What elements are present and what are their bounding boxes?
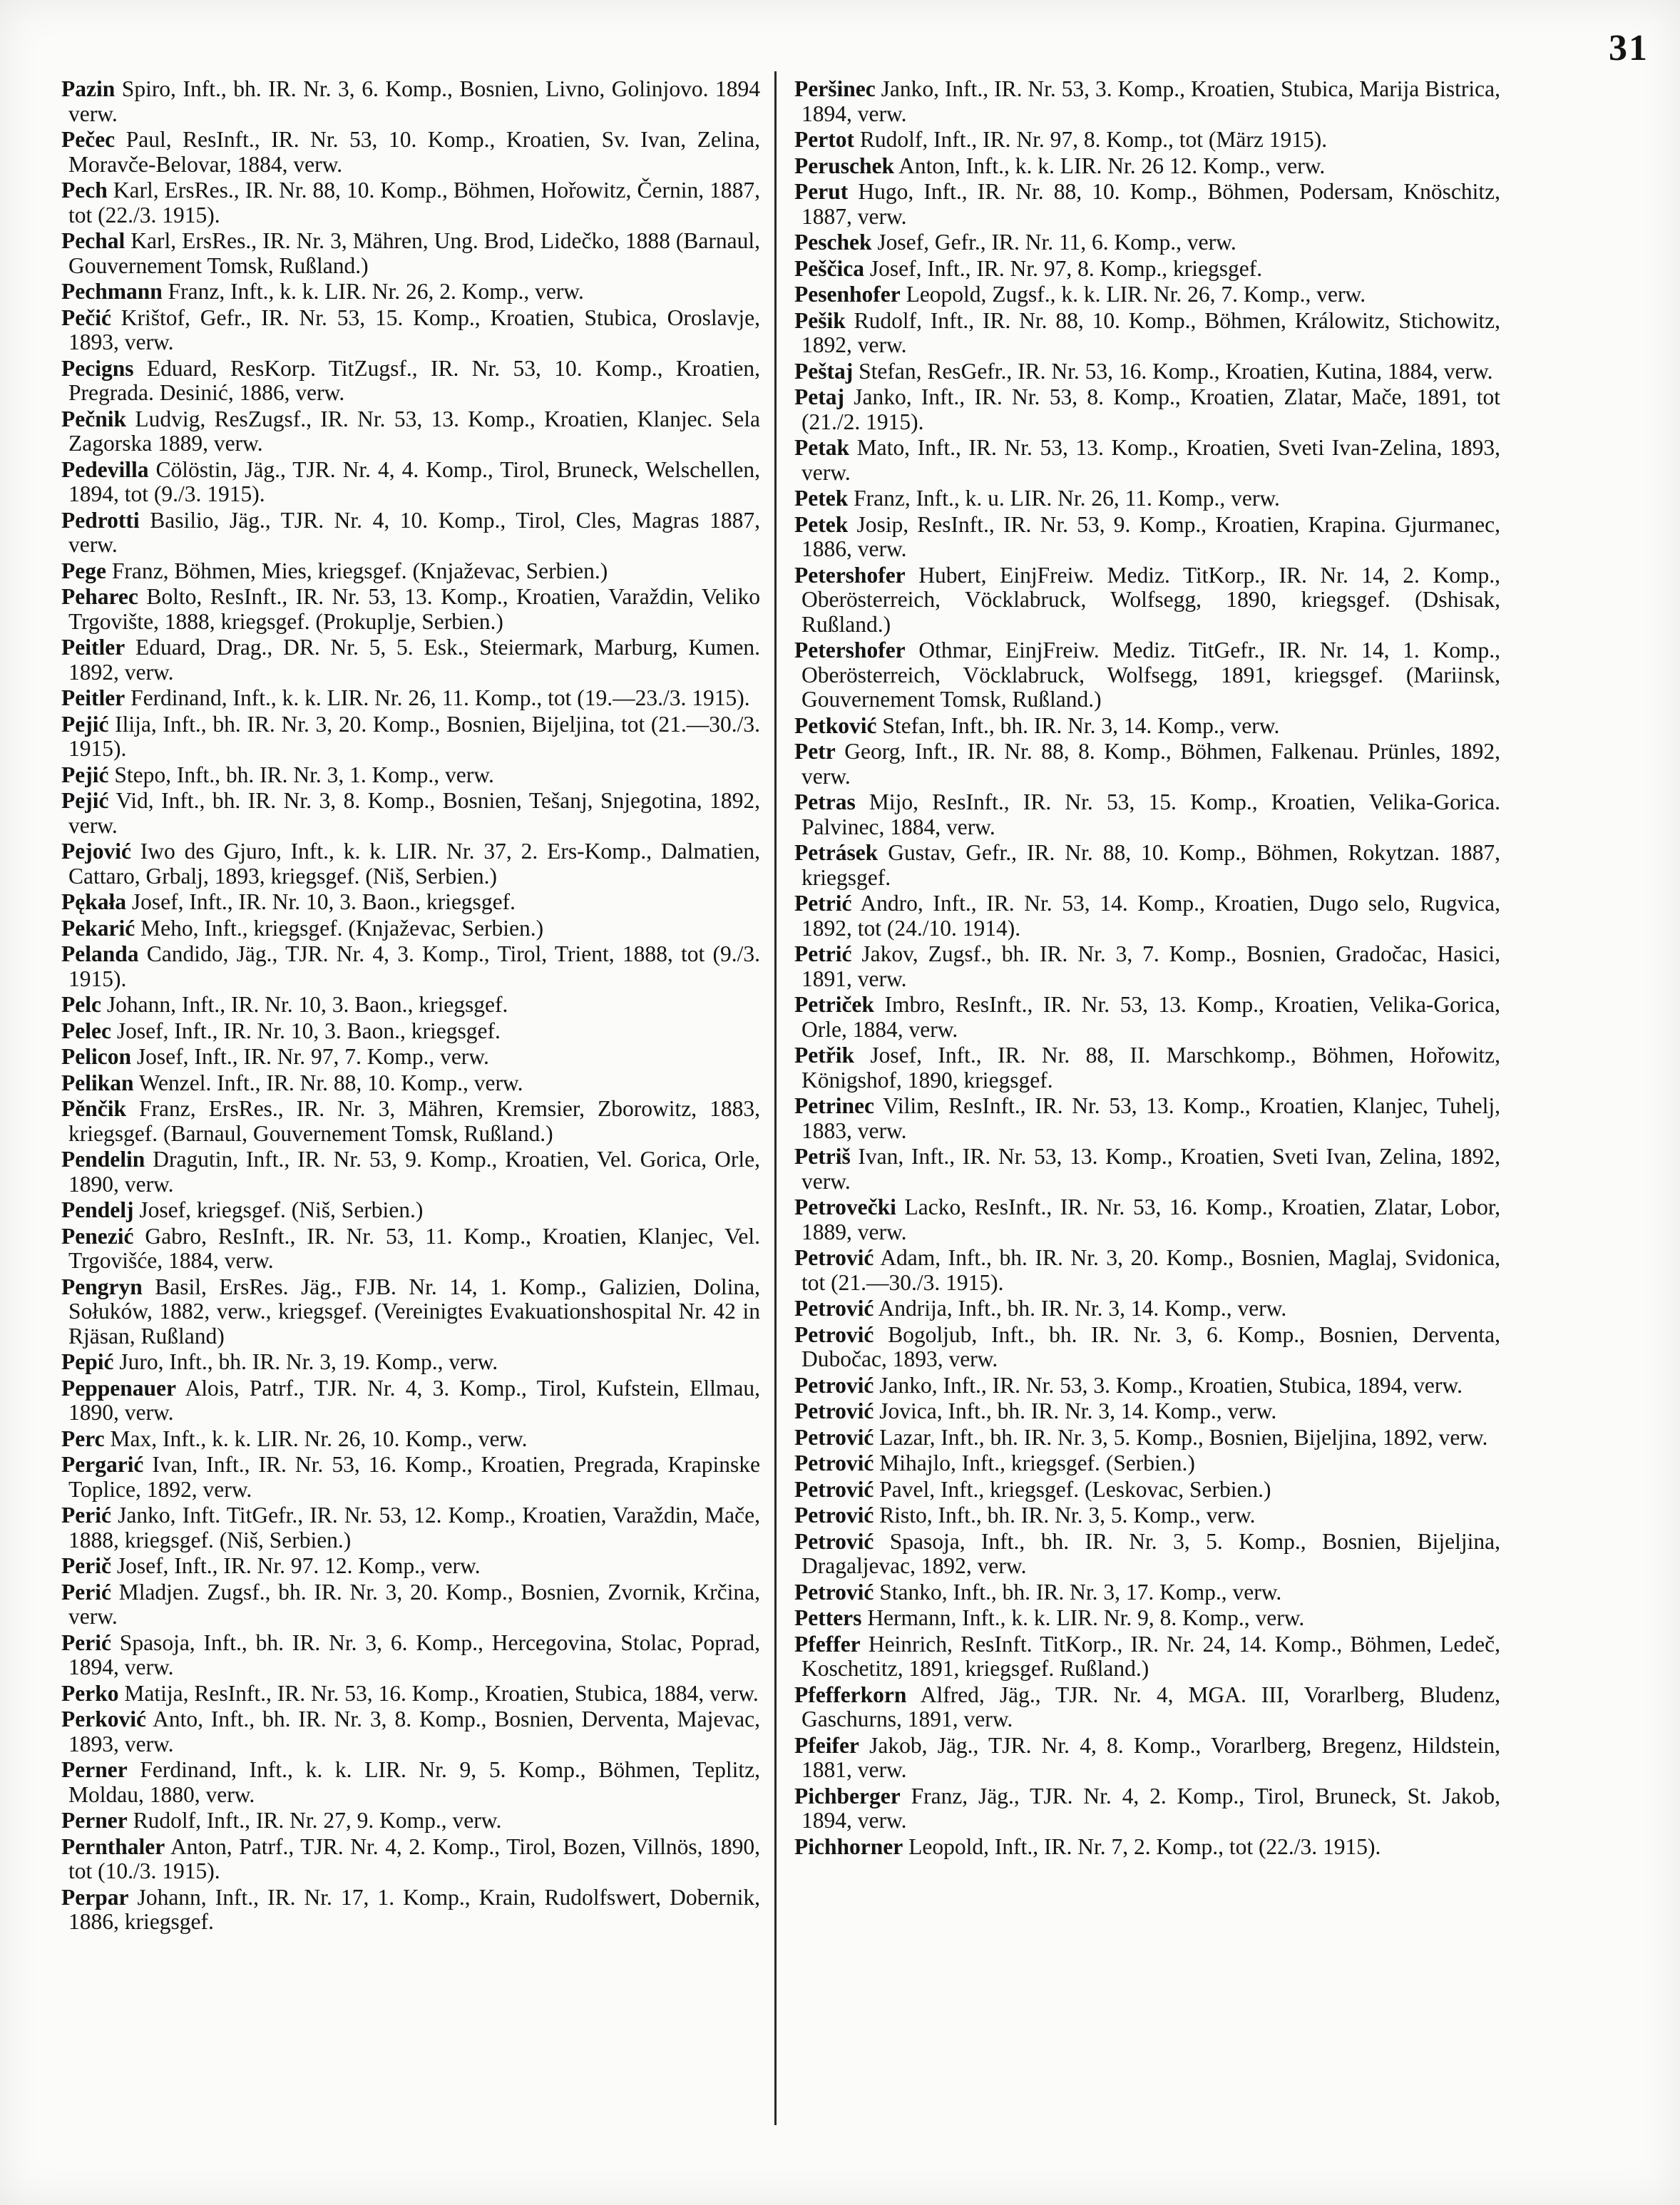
- entry-details: Josef, Gefr., IR. Nr. 11, 6. Komp., verw.: [871, 230, 1236, 255]
- register-entry: [794, 385, 1500, 434]
- entry-surname: Pengryn: [61, 1274, 143, 1299]
- entry-surname: Petrásek: [794, 840, 879, 865]
- register-entry: [61, 1350, 760, 1375]
- entry-details: Lazar, Inft., bh. IR. Nr. 3, 5. Komp., Bosnien, Bijeljina, 1892, verw.: [874, 1424, 1488, 1450]
- entry-surname: Penezić: [61, 1223, 134, 1249]
- register-entry: [794, 1784, 1500, 1833]
- entry-surname: Petrović: [794, 1528, 874, 1554]
- entry-surname: Peharec: [61, 584, 138, 609]
- entry-surname: Pege: [61, 558, 106, 583]
- register-entry: [794, 1195, 1500, 1244]
- entry-surname: Pechmann: [61, 279, 163, 304]
- entry-surname: Pękała: [61, 889, 126, 914]
- entry-details: Andro, Inft., IR. Nr. 53, 14. Komp., Kroatien, Dugo selo, Rugvica, 1892, tot (24./10. 1914).: [801, 891, 1500, 941]
- register-entry: [61, 890, 760, 915]
- register-entry: [794, 1683, 1500, 1732]
- entry-surname: Petak: [794, 435, 849, 460]
- entry-details: Ferdinand, Inft., k. k. LIR. Nr. 9, 5. Komp., Böhmen, Teplitz, Moldau, 1880, verw.: [68, 1757, 760, 1807]
- register-entry: [794, 128, 1500, 153]
- entry-details: Rudolf, Inft., IR. Nr. 88, 10. Komp., Böhmen, Králowitz, Stichowitz, 1892, verw.: [801, 307, 1500, 357]
- register-entry: [61, 1835, 760, 1884]
- register-entry: [61, 128, 760, 177]
- entry-surname: Petrovečki: [794, 1194, 896, 1219]
- register-entry: [794, 1426, 1500, 1451]
- entry-surname: Pendelj: [61, 1197, 134, 1222]
- register-entry: [61, 1580, 760, 1630]
- register-entry: [61, 1045, 760, 1070]
- entry-surname: Pech: [61, 178, 108, 203]
- entry-surname: Pekarić: [61, 915, 135, 941]
- register-entry: [794, 790, 1500, 839]
- entry-details: Stepo, Inft., bh. IR. Nr. 3, 1. Komp., verw.: [108, 762, 494, 787]
- register-entry: [794, 1606, 1500, 1631]
- entry-details: Mladjen. Zugsf., bh. IR. Nr. 3, 20. Komp., Bosnien, Zvornik, Krčina, verw.: [68, 1579, 760, 1629]
- entry-surname: Peschek: [794, 230, 872, 255]
- entry-surname: Pecigns: [61, 355, 134, 381]
- register-entry: [61, 1097, 760, 1146]
- entry-details: Mijo, ResInft., IR. Nr. 53, 15. Komp., Kroatien, Velika-Gorica. Palvinec, 1884, verw.: [801, 789, 1500, 839]
- register-entry: [61, 1758, 760, 1807]
- register-entry: [794, 309, 1500, 358]
- entry-surname: Pečnik: [61, 406, 126, 431]
- register-entry: [61, 1427, 760, 1452]
- register-entry: [61, 407, 760, 456]
- entry-surname: Pichberger: [794, 1783, 901, 1808]
- entry-surname: Petras: [794, 789, 856, 814]
- entry-details: Dragutin, Inft., IR. Nr. 53, 9. Komp., Kroatien, Vel. Gorica, Orle, 1890, verw.: [68, 1147, 760, 1197]
- register-entry: [794, 1451, 1500, 1476]
- entry-surname: Pejić: [61, 762, 109, 787]
- entry-surname: Pfeifer: [794, 1732, 859, 1758]
- entry-details: Stanko, Inft., bh. IR. Nr. 3, 17. Komp., verw.: [874, 1579, 1282, 1605]
- entry-details: Spasoja, Inft., bh. IR. Nr. 3, 5. Komp., Bosnien, Bijeljina, Dragaljevac, 1892, verw.: [801, 1528, 1500, 1578]
- entry-surname: Pěnčik: [61, 1096, 126, 1121]
- entry-details: Leopold, Inft., IR. Nr. 7, 2. Komp., tot (22./3. 1915).: [903, 1833, 1381, 1859]
- entry-details: Franz, Inft., k. u. LIR. Nr. 26, 11. Komp., verw.: [848, 486, 1280, 511]
- right-column: [794, 77, 1500, 1861]
- entry-details: Johann, Inft., IR. Nr. 17, 1. Komp., Krain, Rudolfswert, Dobernik, 1886, kriegsgef.: [68, 1884, 760, 1934]
- entry-details: Lacko, ResInft., IR. Nr. 53, 16. Komp., Kroatien, Zlatar, Lobor, 1889, verw.: [801, 1194, 1500, 1244]
- entry-details: Jakob, Jäg., TJR. Nr. 4, 8. Komp., Vorarlberg, Bregenz, Hildstein, 1881, verw.: [801, 1732, 1500, 1782]
- entry-surname: Petrović: [794, 1372, 874, 1398]
- entry-surname: Petters: [794, 1605, 862, 1630]
- register-entry: [61, 585, 760, 634]
- register-entry: [61, 942, 760, 991]
- entry-surname: Pejović: [61, 839, 131, 864]
- entry-details: Hugo, Inft., IR. Nr. 88, 10. Komp., Böhmen, Podersam, Knöschitz, 1887, verw.: [801, 179, 1500, 229]
- entry-details: Eduard, Drag., DR. Nr. 5, 5. Esk., Steiermark, Marburg, Kumen. 1892, verw.: [68, 635, 760, 685]
- entry-surname: Perpar: [61, 1884, 129, 1910]
- entry-surname: Petrović: [794, 1398, 874, 1423]
- entry-details: Janko, Inft. TitGefr., IR. Nr. 53, 12. Komp., Kroatien, Varaždin, Mače, 1888, kriegsgef. (Niš, Serbien.): [68, 1503, 760, 1552]
- entry-surname: Pichhorner: [794, 1833, 903, 1859]
- register-entry: [794, 1835, 1500, 1860]
- entry-details: Ferdinand, Inft., k. k. LIR. Nr. 26, 11. Komp., tot (19.—23./3. 1915).: [125, 685, 750, 710]
- entry-details: Basilio, Jäg., TJR. Nr. 4, 10. Komp., Tirol, Cles, Magras 1887, verw.: [68, 507, 760, 557]
- entry-details: Hubert, EinjFreiw. Mediz. TitKorp., IR. Nr. 14, 2. Komp., Oberösterreich, Vöcklabruck, Wolfsegg, 1890, kriegsgef. (Dshisak, Rußland.): [801, 562, 1500, 637]
- entry-surname: Petrović: [794, 1476, 874, 1502]
- entry-surname: Petershofer: [794, 562, 906, 588]
- entry-surname: Perko: [61, 1680, 119, 1706]
- entry-details: Josef, Inft., IR. Nr. 10, 3. Baon., kriegsgef.: [111, 1018, 501, 1043]
- entry-surname: Petrović: [794, 1296, 874, 1321]
- register-entry: [794, 359, 1500, 384]
- register-entry: [794, 1734, 1500, 1783]
- entry-details: Josef, kriegsgef. (Niš, Serbien.): [133, 1197, 424, 1222]
- entry-surname: Pechal: [61, 228, 126, 253]
- entry-details: Hermann, Inft., k. k. LIR. Nr. 9, 8. Komp., verw.: [861, 1605, 1305, 1630]
- entry-details: Bolto, ResInft., IR. Nr. 53, 13. Komp., Kroatien, Varaždin, Veliko Trgovište, 1888, kriegsgef. (Prokuplje, Serbien.): [68, 584, 760, 634]
- register-entry: [794, 638, 1500, 712]
- entry-surname: Pelc: [61, 992, 101, 1017]
- entry-details: Bogoljub, Inft., bh. IR. Nr. 3, 6. Komp., Bosnien, Derventa, Dubočac, 1893, verw.: [801, 1321, 1500, 1371]
- entry-surname: Petaj: [794, 384, 844, 409]
- entry-details: Franz, ErsRes., IR. Nr. 3, Mähren, Kremsier, Zborowitz, 1883, kriegsgef. (Barnaul, Gouvernement Tomsk, Rußland.): [68, 1096, 760, 1146]
- entry-details: Mihajlo, Inft., kriegsgef. (Serbien.): [874, 1451, 1195, 1475]
- entry-surname: Pfefferkorn: [794, 1682, 907, 1707]
- register-entry: [61, 635, 760, 685]
- entry-surname: Pendelin: [61, 1147, 145, 1172]
- entry-details: Wenzel. Inft., IR. Nr. 88, 10. Komp., verw.: [133, 1070, 523, 1095]
- entry-details: Krištof, Gefr., IR. Nr. 53, 15. Komp., Kroatien, Stubica, Oroslavje, 1893, verw.: [68, 305, 760, 354]
- register-entry: [61, 1019, 760, 1044]
- entry-details: Rudolf, Inft., IR. Nr. 27, 9. Komp., verw.: [127, 1808, 502, 1833]
- register-entry: [794, 891, 1500, 941]
- entry-details: Meho, Inft., kriegsgef. (Knjaževac, Serbien.): [135, 915, 544, 941]
- register-entry: [794, 486, 1500, 511]
- entry-surname: Peruschek: [794, 153, 894, 178]
- entry-details: Alois, Patrf., TJR. Nr. 4, 3. Komp., Tirol, Kufstein, Ellmau, 1890, verw.: [68, 1375, 760, 1425]
- entry-surname: Petrović: [794, 1424, 874, 1450]
- entry-surname: Pejić: [61, 788, 109, 813]
- register-entry: [61, 916, 760, 941]
- entry-surname: Petrović: [794, 1503, 874, 1528]
- register-entry: [794, 714, 1500, 739]
- entry-surname: Pesenhofer: [794, 282, 901, 307]
- entry-details: Juro, Inft., bh. IR. Nr. 3, 19. Komp., verw.: [113, 1349, 498, 1374]
- entry-surname: Perić: [61, 1503, 111, 1528]
- entry-surname: Petrović: [794, 1451, 874, 1475]
- entry-surname: Petřik: [794, 1043, 854, 1068]
- entry-surname: Peitler: [61, 635, 126, 660]
- register-entry: [794, 1530, 1500, 1579]
- register-entry: [61, 1808, 760, 1833]
- entry-surname: Petek: [794, 511, 849, 537]
- entry-surname: Pešik: [794, 307, 846, 333]
- entry-details: Josef, Inft., IR. Nr. 97, 8. Komp., kriegsgef.: [864, 255, 1263, 281]
- register-entry: [794, 1373, 1500, 1398]
- register-entry: [794, 1094, 1500, 1143]
- entry-surname: Pelanda: [61, 941, 139, 966]
- entry-details: Anton, Inft., k. k. LIR. Nr. 26 12. Komp., verw.: [893, 153, 1326, 178]
- entry-surname: Pedevilla: [61, 456, 149, 482]
- entry-surname: Petriček: [794, 992, 874, 1017]
- register-entry: [61, 357, 760, 406]
- entry-details: Anton, Patrf., TJR. Nr. 4, 2. Komp., Tirol, Bozen, Villnös, 1890, tot (10./3. 1915).: [68, 1833, 760, 1883]
- register-entry: [61, 789, 760, 838]
- entry-details: Rudolf, Inft., IR. Nr. 97, 8. Komp., tot (März 1915).: [854, 127, 1328, 152]
- entry-details: Karl, ErsRes., IR. Nr. 88, 10. Komp., Böhmen, Hořowitz, Černin, 1887, tot (22./3. 1915).: [68, 178, 760, 227]
- entry-surname: Petković: [794, 712, 877, 738]
- entry-details: Adam, Inft., bh. IR. Nr. 3, 20. Komp., Bosnien, Maglaj, Svidonica, tot (21.—30./3. 1915).: [801, 1245, 1500, 1295]
- register-entry: [61, 1554, 760, 1579]
- register-entry: [794, 230, 1500, 255]
- register-entry: [61, 1682, 760, 1707]
- entry-surname: Petrović: [794, 1245, 874, 1270]
- entry-surname: Pečić: [61, 305, 111, 330]
- entry-surname: Petrić: [794, 891, 852, 916]
- register-entry: [794, 513, 1500, 562]
- register-entry: [794, 180, 1500, 229]
- entry-details: Franz, Böhmen, Mies, kriegsgef. (Knjaževac, Serbien.): [106, 558, 608, 583]
- register-entry: [794, 1246, 1500, 1295]
- entry-surname: Pečec: [61, 127, 116, 152]
- entry-details: Cölöstin, Jäg., TJR. Nr. 4, 4. Komp., Tirol, Bruneck, Welschellen, 1894, tot (9./3. 1915).: [68, 456, 760, 506]
- entry-details: Pavel, Inft., kriegsgef. (Leskovac, Serbien.): [874, 1476, 1271, 1502]
- register-entry: [61, 1071, 760, 1096]
- entry-surname: Petrić: [794, 941, 852, 966]
- entry-details: Josip, ResInft., IR. Nr. 53, 9. Komp., Kroatien, Krapina. Gjurmanec, 1886, verw.: [801, 511, 1500, 561]
- entry-surname: Peppenauer: [61, 1375, 176, 1401]
- entry-details: Josef, Inft., IR. Nr. 97. 12. Komp., verw.: [111, 1553, 481, 1578]
- register-entry: [794, 841, 1500, 890]
- register-entry: [61, 993, 760, 1018]
- entry-details: Heinrich, ResInft. TitKorp., IR. Nr. 24, 14. Komp., Böhmen, Ledeč, Koschetitz, 1891, kriegsgef. Rußland.): [801, 1631, 1500, 1681]
- entry-details: Johann, Inft., IR. Nr. 10, 3. Baon., kriegsgef.: [101, 992, 508, 1017]
- entry-details: Alfred, Jäg., TJR. Nr. 4, MGA. III, Vorarlberg, Bludenz, Gaschurns, 1891, verw.: [801, 1682, 1500, 1731]
- entry-surname: Perič: [61, 1553, 111, 1578]
- entry-surname: Petrović: [794, 1321, 874, 1347]
- register-entry: [794, 77, 1500, 126]
- register-entry: [61, 458, 760, 507]
- entry-details: Stefan, Inft., bh. IR. Nr. 3, 14. Komp., verw.: [876, 712, 1280, 738]
- register-entry: [794, 1399, 1500, 1424]
- entry-surname: Petek: [794, 486, 849, 511]
- register-entry: [61, 712, 760, 762]
- entry-details: Spasoja, Inft., bh. IR. Nr. 3, 6. Komp., Hercegovina, Stolac, Poprad, 1894, verw.: [68, 1630, 760, 1679]
- entry-surname: Petrović: [794, 1579, 874, 1605]
- register-entry: [61, 559, 760, 584]
- entry-surname: Pazin: [61, 76, 116, 101]
- register-entry: [61, 1631, 760, 1680]
- entry-details: Spiro, Inft., bh. IR. Nr. 3, 6. Komp., Bosnien, Livno, Golinjovo. 1894 verw.: [68, 76, 760, 126]
- left-column: [61, 77, 760, 1936]
- entry-details: Josef, Inft., IR. Nr. 97, 7. Komp., verw.: [130, 1044, 489, 1069]
- entry-details: Ivan, Inft., IR. Nr. 53, 16. Komp., Kroatien, Pregrada, Krapinske Toplice, 1892, verw.: [68, 1452, 760, 1502]
- entry-details: Karl, ErsRes., IR. Nr. 3, Mähren, Ung. Brod, Lidečko, 1888 (Barnaul, Gouvernement Tomsk, Rußland.): [68, 228, 760, 278]
- entry-surname: Petriš: [794, 1144, 851, 1169]
- entry-surname: Pergarić: [61, 1452, 144, 1477]
- register-entry: [794, 1145, 1500, 1194]
- register-entry: [61, 1707, 760, 1756]
- entry-details: Josef, Inft., IR. Nr. 10, 3. Baon., kriegsgef.: [126, 889, 516, 914]
- entry-details: Ilija, Inft., bh. IR. Nr. 3, 20. Komp., Bosnien, Bijeljina, tot (21.—30./3. 1915).: [68, 711, 760, 761]
- entry-surname: Pertot: [794, 127, 854, 152]
- entry-details: Jakov, Zugsf., bh. IR. Nr. 3, 7. Komp., Bosnien, Gradočac, Hasici, 1891, verw.: [801, 941, 1500, 991]
- register-entry: [61, 306, 760, 355]
- register-entry: [61, 77, 760, 126]
- register-entry: [61, 839, 760, 889]
- entry-details: Matija, ResInft., IR. Nr. 53, 16. Komp., Kroatien, Stubica, 1884, verw.: [118, 1680, 759, 1706]
- entry-surname: Perner: [61, 1808, 128, 1833]
- entry-details: Leopold, Zugsf., k. k. LIR. Nr. 26, 7. Komp., verw.: [900, 282, 1366, 307]
- register-entry: [61, 763, 760, 788]
- entry-surname: Pejić: [61, 711, 109, 737]
- entry-details: Mato, Inft., IR. Nr. 53, 13. Komp., Kroatien, Sveti Ivan-Zelina, 1893, verw.: [801, 435, 1500, 485]
- entry-surname: Peščica: [794, 255, 864, 281]
- register-entry: [794, 436, 1500, 485]
- entry-surname: Pfeffer: [794, 1631, 861, 1657]
- entry-details: Eduard, ResKorp. TitZugsf., IR. Nr. 53, 10. Komp., Kroatien, Pregrada. Desinić, 1886, verw.: [68, 355, 760, 405]
- entry-details: Georg, Inft., IR. Nr. 88, 8. Komp., Böhmen, Falkenau. Prünles, 1892, verw.: [801, 739, 1500, 789]
- register-entry: [794, 154, 1500, 179]
- register-entry: [61, 1198, 760, 1223]
- register-entry: [61, 508, 760, 558]
- entry-surname: Pelikan: [61, 1070, 134, 1095]
- register-entry: [61, 1503, 760, 1552]
- entry-details: Vilim, ResInft., IR. Nr. 53, 13. Komp., Kroatien, Klanjec, Tuhelj, 1883, verw.: [801, 1093, 1500, 1143]
- entry-surname: Peštaj: [794, 358, 854, 384]
- register-entry: [794, 1503, 1500, 1528]
- register-entry: [794, 942, 1500, 991]
- entry-surname: Perić: [61, 1630, 111, 1655]
- register-entry: [61, 178, 760, 227]
- register-entry: [794, 257, 1500, 282]
- entry-surname: Perković: [61, 1707, 146, 1731]
- register-entry: [794, 1296, 1500, 1321]
- register-entry: [61, 1224, 760, 1274]
- register-entry: [794, 740, 1500, 789]
- entry-surname: Petr: [794, 739, 836, 764]
- entry-surname: Perić: [61, 1579, 111, 1605]
- register-entry: [794, 282, 1500, 307]
- entry-surname: Perut: [794, 179, 849, 204]
- page-number: 31: [1609, 28, 1649, 68]
- entry-surname: Petershofer: [794, 638, 906, 662]
- entry-details: Janko, Inft., IR. Nr. 53, 3. Komp., Kroatien, Stubica, Marija Bistrica, 1894, verw.: [801, 76, 1500, 126]
- register-entry: [61, 1453, 760, 1502]
- entry-details: Janko, Inft., IR. Nr. 53, 8. Komp., Kroatien, Zlatar, Mače, 1891, tot (21./2. 1915).: [801, 384, 1500, 434]
- entry-surname: Pelec: [61, 1018, 111, 1043]
- entry-details: Risto, Inft., bh. IR. Nr. 3, 5. Komp., verw.: [874, 1503, 1256, 1528]
- entry-details: Anto, Inft., bh. IR. Nr. 3, 8. Komp., Bosnien, Derventa, Majevac, 1893, verw.: [68, 1707, 760, 1756]
- register-entry: [61, 1275, 760, 1349]
- entry-details: Iwo des Gjuro, Inft., k. k. LIR. Nr. 37, 2. Ers-Komp., Dalmatien, Cattaro, Grbalj, 1893, kriegsgef. (Niš, Serbien.): [68, 839, 760, 889]
- entry-details: Max, Inft., k. k. LIR. Nr. 26, 10. Komp., verw.: [104, 1426, 528, 1451]
- entry-surname: Pernthaler: [61, 1833, 165, 1859]
- entry-details: Franz, Inft., k. k. LIR. Nr. 26, 2. Komp., verw.: [162, 279, 584, 304]
- entry-details: Basil, ErsRes. Jäg., FJB. Nr. 14, 1. Komp., Galizien, Dolina, Sołuków, 1882, verw., kriegsgef. (Vereinigtes Evakuationshospital Nr. 42 in Rjäsan, Rußland): [68, 1274, 760, 1349]
- entry-surname: Pedrotti: [61, 507, 140, 533]
- entry-surname: Peitler: [61, 685, 126, 710]
- entry-surname: Pepić: [61, 1349, 114, 1374]
- entry-surname: Petrinec: [794, 1093, 874, 1118]
- register-entry: [794, 1478, 1500, 1503]
- entry-details: Ludvig, ResZugsf., IR. Nr. 53, 13. Komp., Kroatien, Klanjec. Sela Zagorska 1889, verw.: [68, 406, 760, 456]
- register-entry: [61, 686, 760, 711]
- entry-surname: Pelicon: [61, 1044, 131, 1069]
- entry-surname: Perc: [61, 1426, 105, 1451]
- register-entry: [794, 1043, 1500, 1093]
- entry-details: Andrija, Inft., bh. IR. Nr. 3, 14. Komp., verw.: [874, 1296, 1287, 1321]
- register-entry: [794, 563, 1500, 638]
- entry-details: Imbro, ResInft., IR. Nr. 53, 13. Komp., Kroatien, Velika-Gorica, Orle, 1884, verw.: [801, 992, 1500, 1042]
- entry-details: Janko, Inft., IR. Nr. 53, 3. Komp., Kroatien, Stubica, 1894, verw.: [874, 1372, 1463, 1398]
- entry-details: Ivan, Inft., IR. Nr. 53, 13. Komp., Kroatien, Sveti Ivan, Zelina, 1892, verw.: [801, 1144, 1500, 1194]
- register-entry: [61, 229, 760, 278]
- register-entry: [61, 1886, 760, 1935]
- column-divider: [774, 71, 777, 2125]
- register-entry: [794, 1632, 1500, 1682]
- entry-details: Josef, Inft., IR. Nr. 88, II. Marschkomp., Böhmen, Hořowitz, Königshof, 1890, kriegsgef.: [801, 1043, 1500, 1093]
- register-entry: [61, 1376, 760, 1426]
- register-entry: [794, 1323, 1500, 1372]
- entry-details: Gustav, Gefr., IR. Nr. 88, 10. Komp., Böhmen, Rokytzan. 1887, kriegsgef.: [801, 840, 1500, 890]
- entry-details: Gabro, ResInft., IR. Nr. 53, 11. Komp., Kroatien, Klanjec, Vel. Trgovišće, 1884, verw.: [68, 1223, 760, 1273]
- entry-surname: Peršinec: [794, 76, 876, 101]
- entry-details: Paul, ResInft., IR. Nr. 53, 10. Komp., Kroatien, Sv. Ivan, Zelina, Moravče-Belovar, 1884, verw.: [68, 127, 760, 177]
- entry-details: Stefan, ResGefr., IR. Nr. 53, 16. Komp., Kroatien, Kutina, 1884, verw.: [853, 358, 1493, 384]
- entry-details: Othmar, EinjFreiw. Mediz. TitGefr., IR. Nr. 14, 1. Komp., Oberösterreich, Vöcklabruck, Wolfsegg, 1891, kriegsgef. (Mariinsk, Gouvernement Tomsk, Rußland.): [801, 638, 1500, 712]
- entry-surname: Perner: [61, 1757, 128, 1782]
- entry-details: Candido, Jäg., TJR. Nr. 4, 3. Komp., Tirol, Trient, 1888, tot (9./3. 1915).: [68, 941, 760, 991]
- entry-details: Vid, Inft., bh. IR. Nr. 3, 8. Komp., Bosnien, Tešanj, Snjegotina, 1892, verw.: [68, 788, 760, 838]
- register-entry: [794, 993, 1500, 1042]
- register-entry: [61, 1147, 760, 1197]
- entry-details: Jovica, Inft., bh. IR. Nr. 3, 14. Komp., verw.: [874, 1398, 1277, 1423]
- register-entry: [61, 280, 760, 305]
- register-entry: [794, 1580, 1500, 1605]
- entry-details: Franz, Jäg., TJR. Nr. 4, 2. Komp., Tirol, Bruneck, St. Jakob, 1894, verw.: [801, 1783, 1500, 1833]
